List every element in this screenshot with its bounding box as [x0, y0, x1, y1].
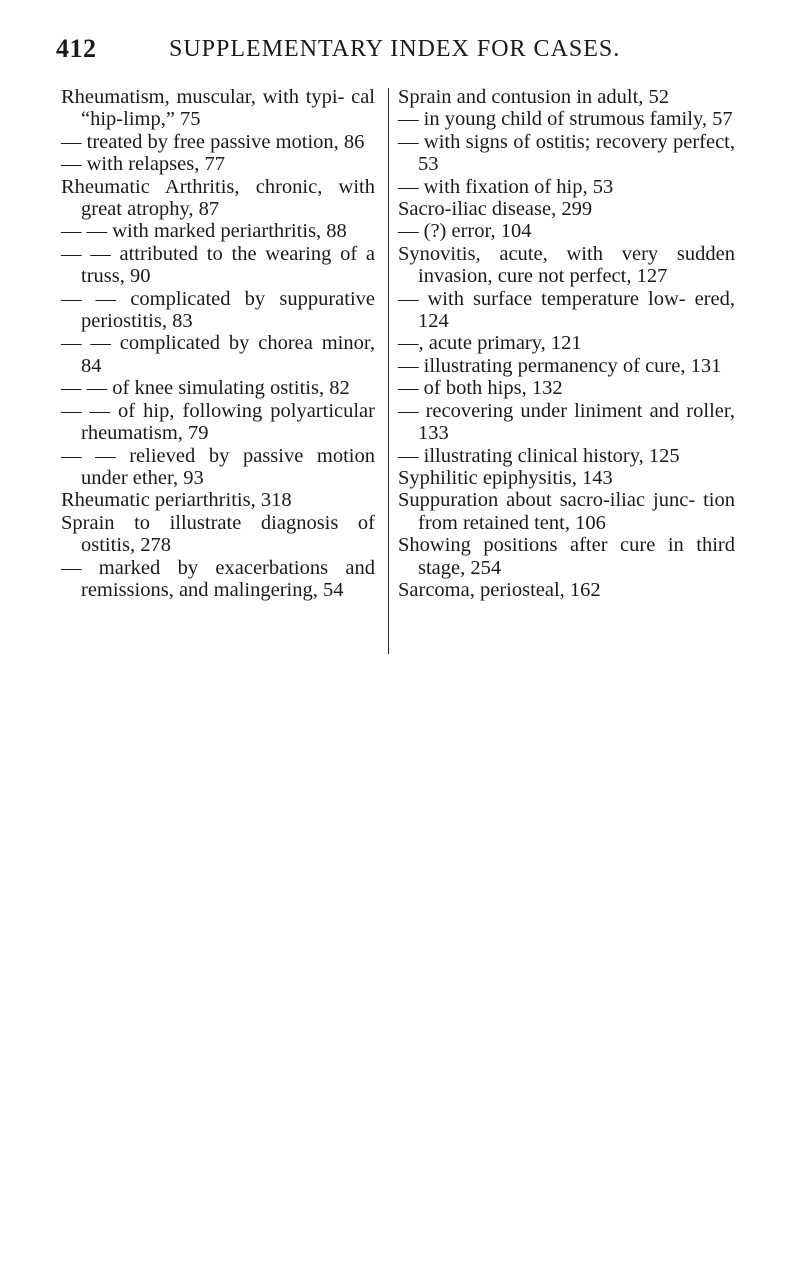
- index-entry: Sacro-iliac disease, 299: [398, 198, 593, 221]
- index-entry: — — complicated by chorea minor, 84: [61, 332, 375, 377]
- index-entry: — illustrating permanency of cure, 131: [398, 354, 722, 377]
- index-column-left: [61, 86, 375, 601]
- index-entry: Showing positions after cure in third stage, 254: [398, 534, 735, 579]
- index-entry: — — complicated by suppurative periostitis, 83: [61, 287, 375, 333]
- index-entry: Suppuration about sacro-iliac junc- tion from retained tent, 106: [398, 489, 735, 534]
- index-entry: — marked by exacerbations and remissions, and malingering, 54: [61, 556, 375, 601]
- index-entry: — in young child of strumous family, 57: [398, 108, 733, 131]
- page-number: 412: [56, 34, 97, 63]
- index-entry: Sprain and contusion in adult, 52: [398, 86, 670, 108]
- index-entry: — with signs of ostitis; recovery perfect, 53: [398, 130, 735, 176]
- index-entry: — — with marked periarthritis, 88: [61, 220, 347, 243]
- index-entry: — — relieved by passive motion under ether, 93: [61, 444, 375, 489]
- index-entry: Sarcoma, periosteal, 162: [398, 578, 601, 601]
- index-entry: Rheumatic Arthritis, chronic, with great atrophy, 87: [61, 175, 375, 221]
- index-entry: — with surface temperature low- ered, 124: [398, 287, 735, 333]
- index-entry: Sprain to illustrate diagnosis of ostitis, 278: [61, 511, 375, 557]
- index-entry: Rheumatic periarthritis, 318: [61, 489, 292, 512]
- index-entry: Syphilitic epiphysitis, 143: [398, 466, 613, 489]
- index-entry: — illustrating clinical history, 125: [398, 444, 680, 467]
- index-entry: — treated by free passive motion, 86: [61, 130, 365, 153]
- running-head: SUPPLEMENTARY INDEX FOR CASES.: [169, 36, 621, 62]
- index-entry: — with fixation of hip, 53: [398, 175, 614, 198]
- index-entry: — — of hip, following polyarticular rheumatism, 79: [61, 399, 375, 445]
- index-entry: — with relapses, 77: [61, 153, 225, 176]
- page-header: [56, 30, 756, 70]
- index-entry: — of both hips, 132: [398, 377, 563, 400]
- index-column-right: [398, 86, 735, 601]
- column-divider: [388, 88, 389, 654]
- index-entry: — (?) error, 104: [398, 220, 532, 243]
- index-entry: Synovitis, acute, with very sudden invasion, cure not perfect, 127: [398, 242, 735, 288]
- index-entry: — recovering under liniment and roller, 133: [398, 399, 735, 445]
- index-entry: — — of knee simulating ostitis, 82: [61, 377, 350, 400]
- index-entry: — — attributed to the wearing of a truss, 90: [61, 242, 375, 288]
- index-entry: Rheumatism, muscular, with typi- cal “hip-limp,” 75: [61, 86, 375, 131]
- index-entry: —, acute primary, 121: [398, 332, 582, 355]
